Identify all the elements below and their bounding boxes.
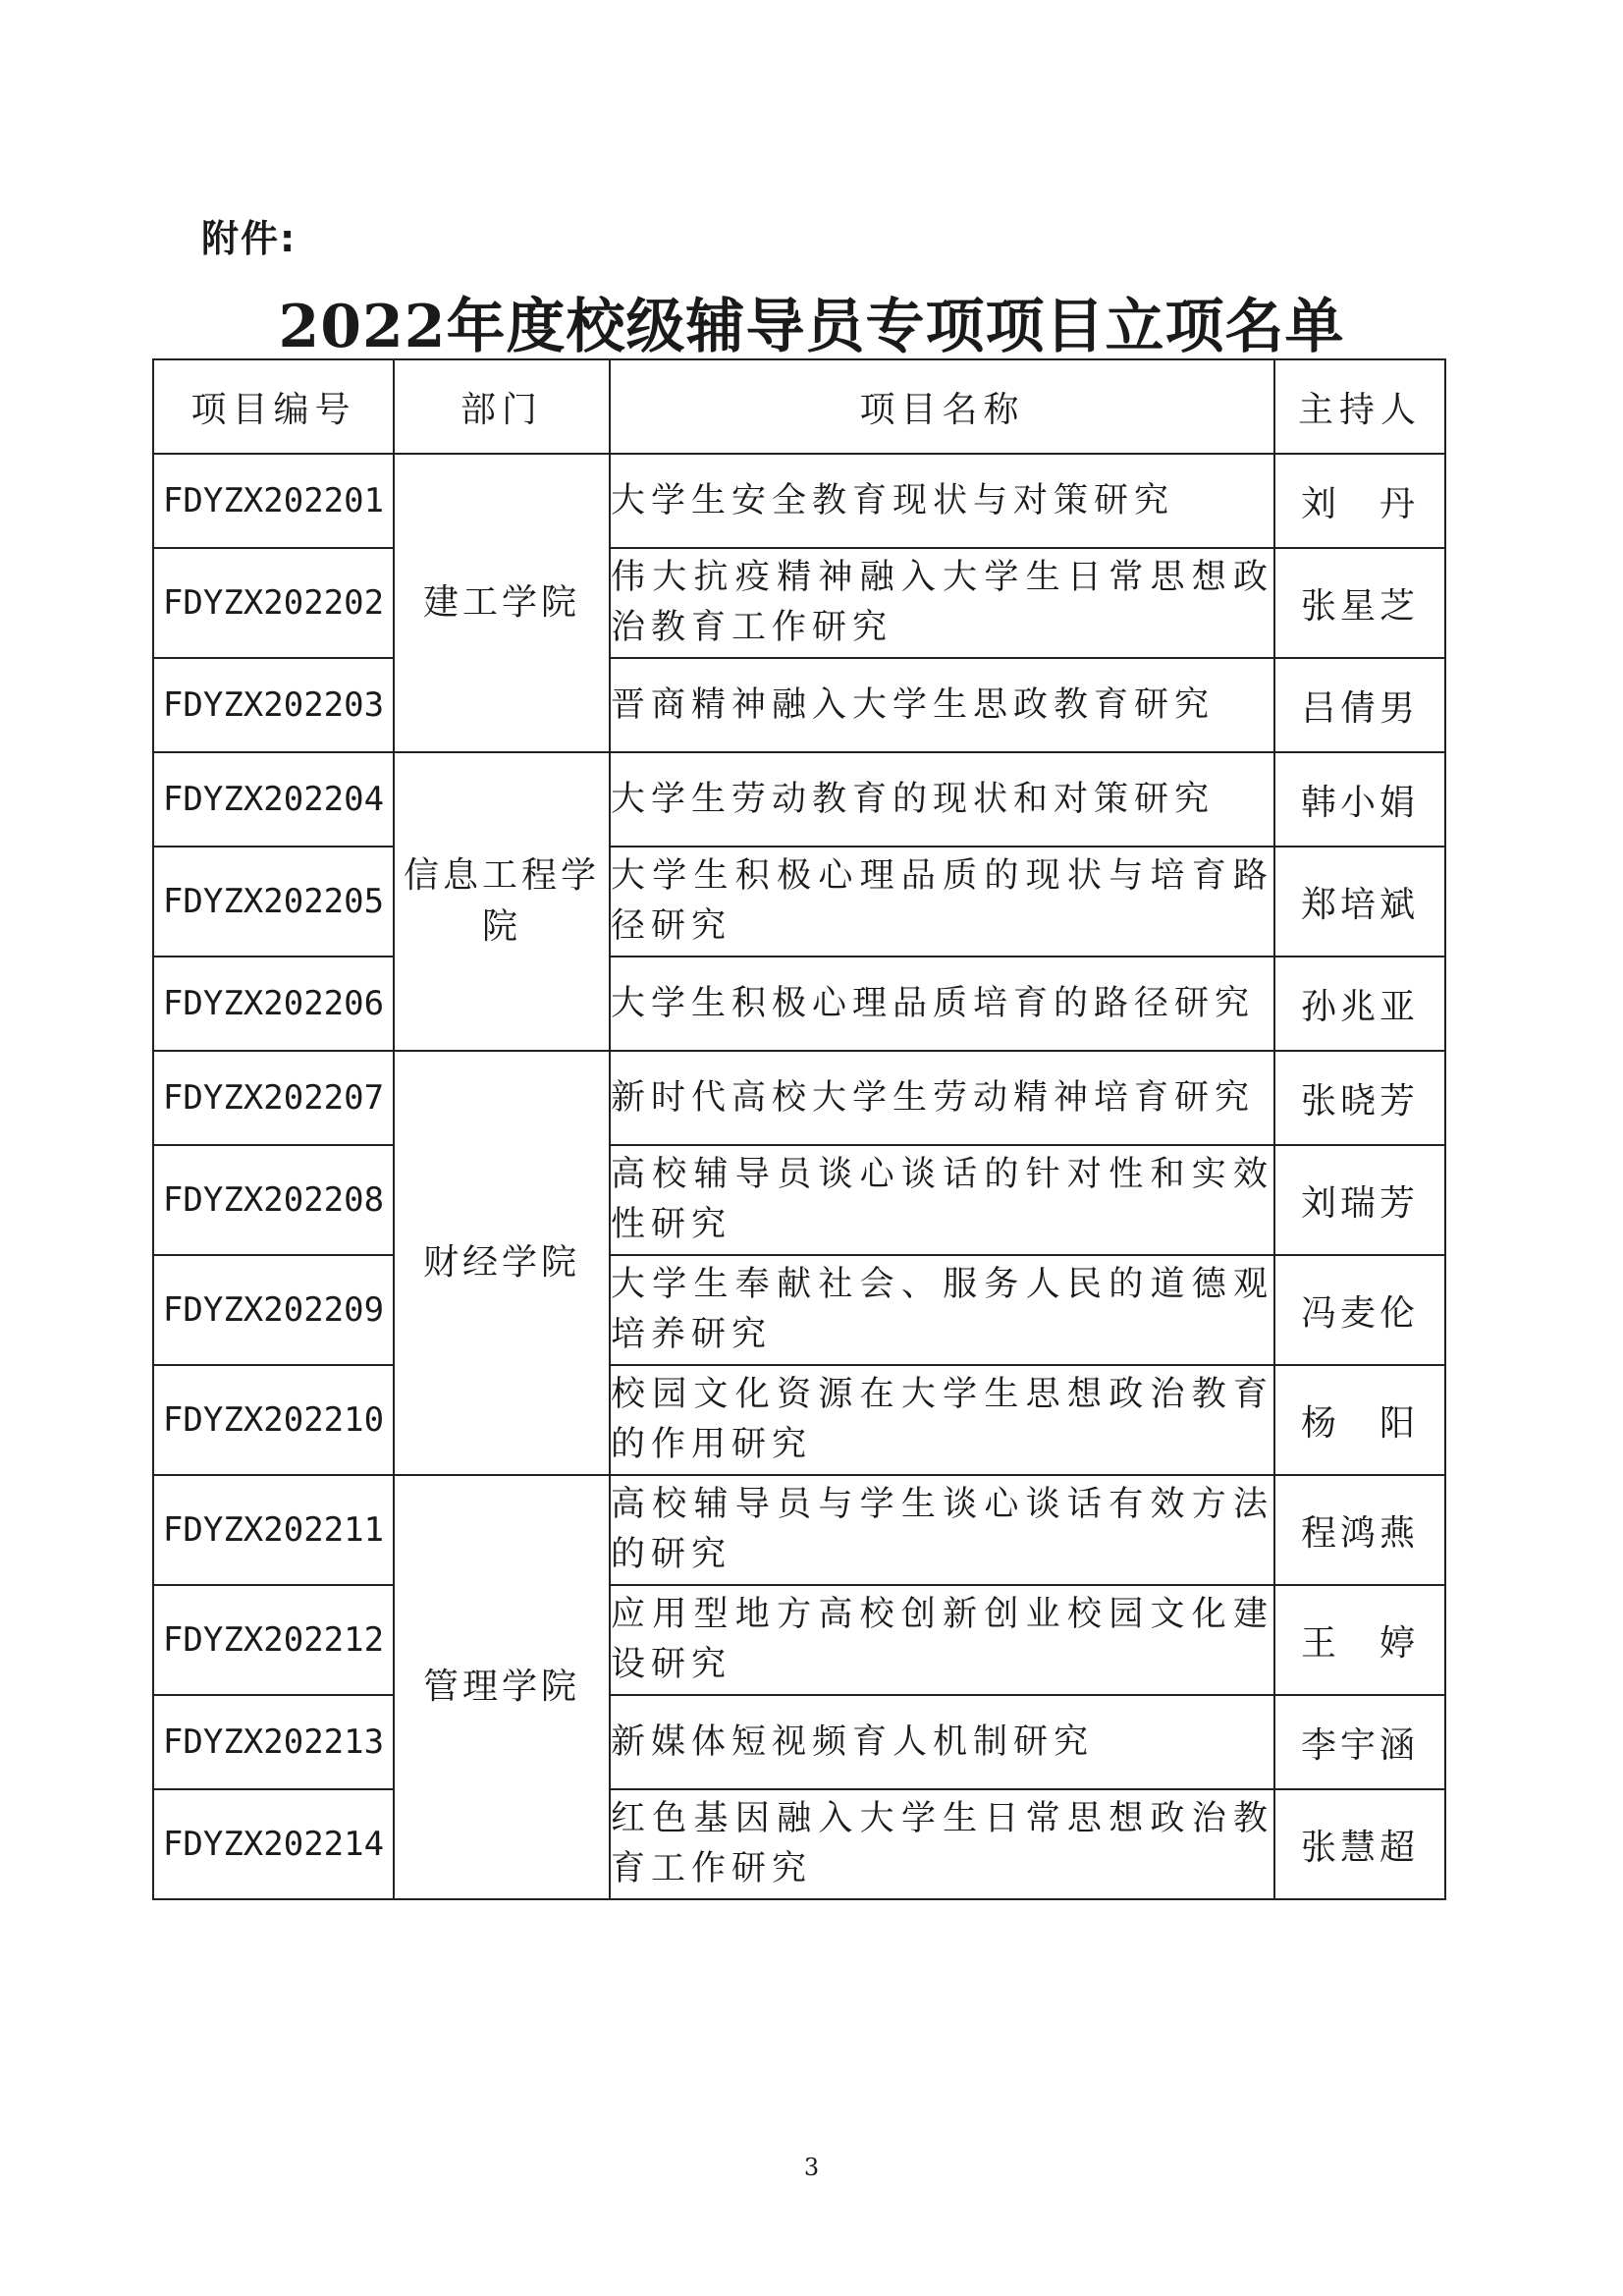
project-host: 王 婷 bbox=[1274, 1585, 1445, 1695]
project-host: 程鸿燕 bbox=[1274, 1475, 1445, 1585]
project-id: FDYZX202203 bbox=[153, 658, 394, 752]
attachment-label: 附件: bbox=[201, 217, 298, 260]
table-row bbox=[153, 1695, 1445, 1789]
department-cell: 建工学院 bbox=[394, 454, 610, 752]
project-id: FDYZX202206 bbox=[153, 957, 394, 1051]
table-row bbox=[153, 1475, 1445, 1585]
header-host: 主持人 bbox=[1274, 359, 1445, 454]
project-host: 张星芝 bbox=[1274, 548, 1445, 658]
project-id: FDYZX202204 bbox=[153, 752, 394, 847]
project-id: FDYZX202205 bbox=[153, 847, 394, 957]
project-host: 吕倩男 bbox=[1274, 658, 1445, 752]
project-name: 新时代高校大学生劳动精神培育研究 bbox=[610, 1051, 1274, 1145]
table-row bbox=[153, 1585, 1445, 1695]
table-row bbox=[153, 957, 1445, 1051]
table-row bbox=[153, 847, 1445, 957]
project-name: 校园文化资源在大学生思想政治教育的作用研究 bbox=[610, 1365, 1274, 1475]
project-name: 大学生劳动教育的现状和对策研究 bbox=[610, 752, 1274, 847]
project-host: 孙兆亚 bbox=[1274, 957, 1445, 1051]
project-id: FDYZX202207 bbox=[153, 1051, 394, 1145]
header-department: 部门 bbox=[394, 359, 610, 454]
project-name: 应用型地方高校创新创业校园文化建设研究 bbox=[610, 1585, 1274, 1695]
project-id: FDYZX202209 bbox=[153, 1255, 394, 1365]
project-host: 刘瑞芳 bbox=[1274, 1145, 1445, 1255]
department-cell: 管理学院 bbox=[394, 1475, 610, 1899]
project-host: 冯麦伦 bbox=[1274, 1255, 1445, 1365]
department-cell: 信息工程学院 bbox=[394, 752, 610, 1051]
project-host: 杨 阳 bbox=[1274, 1365, 1445, 1475]
project-name: 高校辅导员谈心谈话的针对性和实效性研究 bbox=[610, 1145, 1274, 1255]
project-id: FDYZX202211 bbox=[153, 1475, 394, 1585]
table-row bbox=[153, 1789, 1445, 1899]
project-id: FDYZX202212 bbox=[153, 1585, 394, 1695]
project-host: 张慧超 bbox=[1274, 1789, 1445, 1899]
project-id: FDYZX202201 bbox=[153, 454, 394, 548]
table-row bbox=[153, 548, 1445, 658]
department-cell: 财经学院 bbox=[394, 1051, 610, 1475]
project-name: 新媒体短视频育人机制研究 bbox=[610, 1695, 1274, 1789]
header-project-name: 项目名称 bbox=[610, 359, 1274, 454]
project-id: FDYZX202213 bbox=[153, 1695, 394, 1789]
table-row bbox=[153, 1255, 1445, 1365]
project-name: 大学生奉献社会、服务人民的道德观培养研究 bbox=[610, 1255, 1274, 1365]
table-row bbox=[153, 454, 1445, 548]
table-row bbox=[153, 752, 1445, 847]
table-row bbox=[153, 658, 1445, 752]
project-name: 红色基因融入大学生日常思想政治教育工作研究 bbox=[610, 1789, 1274, 1899]
project-name: 高校辅导员与学生谈心谈话有效方法的研究 bbox=[610, 1475, 1274, 1585]
project-name: 伟大抗疫精神融入大学生日常思想政治教育工作研究 bbox=[610, 548, 1274, 658]
project-host: 李宇涵 bbox=[1274, 1695, 1445, 1789]
document-title: 2022年度校级辅导员专项项目立项名单 bbox=[278, 293, 1345, 361]
project-name: 大学生积极心理品质的现状与培育路径研究 bbox=[610, 847, 1274, 957]
project-host: 张晓芳 bbox=[1274, 1051, 1445, 1145]
project-id: FDYZX202210 bbox=[153, 1365, 394, 1475]
table-row bbox=[153, 1145, 1445, 1255]
project-name: 晋商精神融入大学生思政教育研究 bbox=[610, 658, 1274, 752]
project-name: 大学生积极心理品质培育的路径研究 bbox=[610, 957, 1274, 1051]
project-id: FDYZX202214 bbox=[153, 1789, 394, 1899]
table-header-row bbox=[153, 359, 1445, 454]
header-project-id: 项目编号 bbox=[153, 359, 394, 454]
project-name: 大学生安全教育现状与对策研究 bbox=[610, 454, 1274, 548]
project-table bbox=[152, 358, 1446, 1900]
project-host: 韩小娟 bbox=[1274, 752, 1445, 847]
table-row bbox=[153, 1365, 1445, 1475]
project-host: 刘 丹 bbox=[1274, 454, 1445, 548]
project-host: 郑培斌 bbox=[1274, 847, 1445, 957]
project-id: FDYZX202202 bbox=[153, 548, 394, 658]
table-row bbox=[153, 1051, 1445, 1145]
page-number: 3 bbox=[803, 2154, 820, 2181]
project-id: FDYZX202208 bbox=[153, 1145, 394, 1255]
